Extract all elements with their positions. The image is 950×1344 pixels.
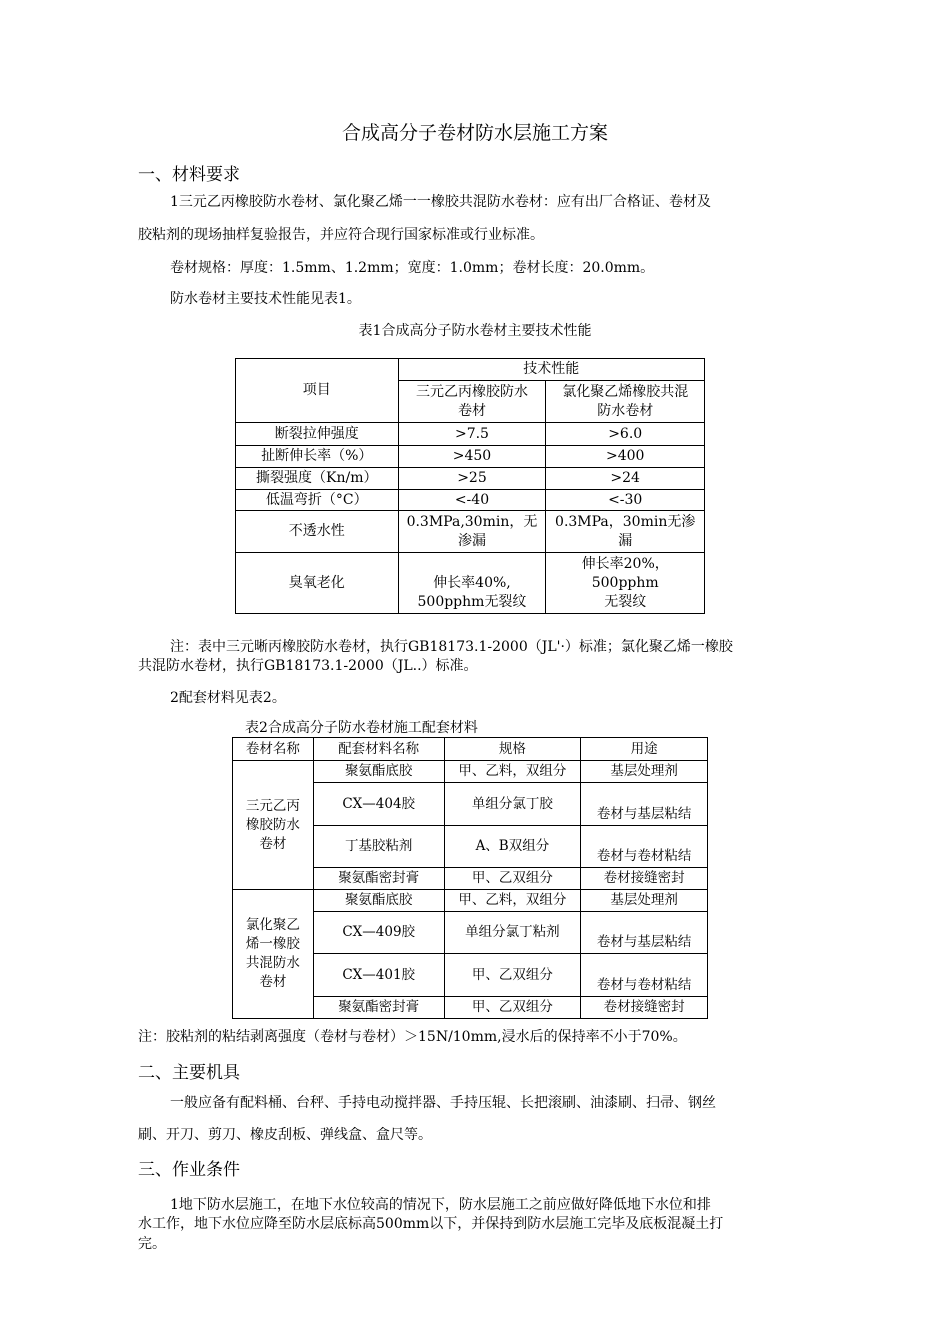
table-cell: >24 xyxy=(546,468,705,490)
table-cell: >7.5 xyxy=(398,423,546,446)
table-cell: 甲、乙双组分 xyxy=(444,954,581,997)
table-cell: 单组分氯丁胶 xyxy=(444,783,581,826)
table-cell: 伸长率20%， 500pphm 无裂纹 xyxy=(546,553,705,614)
table-cell: <-30 xyxy=(546,490,705,511)
table-cell: CX—404胶 xyxy=(313,783,444,826)
paragraph-ref-table2: 2配套材料见表2。 xyxy=(170,690,286,706)
table-cell: 聚氨酯底胶 xyxy=(313,890,444,912)
page-title: 合成高分子卷材防水层施工方案 xyxy=(341,122,608,144)
table-cell: CX—401胶 xyxy=(313,954,444,997)
table2-header: 用途 xyxy=(581,738,708,761)
table-cell: >6.0 xyxy=(546,423,705,446)
table2-group1-name: 三元乙丙 橡胶防水 卷材 xyxy=(233,761,314,890)
table-cell: >400 xyxy=(546,446,705,468)
table-cell: 卷材与卷材粘结 xyxy=(581,826,708,868)
table-cell: 低温弯折（°C） xyxy=(236,490,399,511)
table1-header-col2: 氯化聚乙烯橡胶共混 防水卷材 xyxy=(546,381,705,423)
table-cell: 甲、乙料，双组分 xyxy=(444,761,581,783)
table2-group2-name: 氯化聚乙 烯一橡胶 共混防水 卷材 xyxy=(233,890,314,1019)
paragraph-line: 1地下防水层施工，在地下水位较高的情况下，防水层施工之前应做好降低地下水位和排 xyxy=(170,1197,711,1213)
table-cell: A、B双组分 xyxy=(444,826,581,868)
table-cell: 单组分氯丁粘剂 xyxy=(444,912,581,954)
table-cell: 卷材与基层粘结 xyxy=(581,912,708,954)
table-row xyxy=(236,423,705,446)
paragraph-spec: 卷材规格：厚度：1.5mm、1.2mm；宽度：1.0mm；卷材长度：20.0mm。 xyxy=(170,260,655,276)
table2-caption: 表2合成高分子防水卷材施工配套材料 xyxy=(245,720,478,736)
table-cell: 不透水性 xyxy=(236,511,399,553)
section-heading-materials: 一、材料要求 xyxy=(138,165,240,185)
table-cell: >450 xyxy=(398,446,546,468)
table-cell: 基层处理剂 xyxy=(581,761,708,783)
table-row xyxy=(236,446,705,468)
table-cell: 伸长率40%, 500pphm无裂纹 xyxy=(398,553,546,614)
paragraph-line: 完。 xyxy=(138,1236,166,1252)
table-cell: 断裂拉伸强度 xyxy=(236,423,399,446)
paragraph-line: 胶粘剂的现场抽样复验报告，并应符合现行国家标准或行业标准。 xyxy=(138,227,544,243)
paragraph-line: 一般应备有配料桶、台秤、手持电动搅拌器、手持压辊、长把滚刷、油漆刷、扫帚、钢丝 xyxy=(170,1095,716,1111)
table-cell: 聚氨酯底胶 xyxy=(313,761,444,783)
paragraph-line: 水工作，地下水位应降至防水层底标高500mm以下，并保持到防水层施工完毕及底板混凝土打 xyxy=(138,1216,724,1232)
table-cell: 聚氨酯密封膏 xyxy=(313,868,444,890)
table-cell: 甲、乙双组分 xyxy=(444,997,581,1019)
table-cell: 卷材与卷材粘结 xyxy=(581,954,708,997)
table-cell: 甲、乙料，双组分 xyxy=(444,890,581,912)
table1-header-group: 技术性能 xyxy=(398,359,704,381)
table-row xyxy=(233,890,708,912)
table1-performance xyxy=(235,358,705,614)
table-row xyxy=(236,468,705,490)
table-cell: 卷材接缝密封 xyxy=(581,997,708,1019)
note-line: 注：表中三元晰丙橡胶防水卷材，执行GB18173.1-2000（JL'·）标准；氯化聚乙烯一橡胶 xyxy=(170,639,733,655)
paragraph-ref-table1: 防水卷材主要技术性能见表1。 xyxy=(170,291,361,307)
table-cell: 卷材接缝密封 xyxy=(581,868,708,890)
table-cell: >25 xyxy=(398,468,546,490)
paragraph-line: 1三元乙丙橡胶防水卷材、氯化聚乙烯一一橡胶共混防水卷材：应有出厂合格证、卷材及 xyxy=(170,194,711,210)
table1-header-col1: 三元乙丙橡胶防水 卷材 xyxy=(398,381,546,423)
table2-header: 卷材名称 xyxy=(233,738,314,761)
table-cell: 丁基胶粘剂 xyxy=(313,826,444,868)
section-heading-tools: 二、主要机具 xyxy=(138,1063,240,1083)
section-heading-conditions: 三、作业条件 xyxy=(138,1160,240,1180)
paragraph-line: 刷、开刀、剪刀、橡皮刮板、弹线盒、盒尺等。 xyxy=(138,1127,432,1143)
table-cell: 基层处理剂 xyxy=(581,890,708,912)
table-cell: 0.3MPa，30min无渗 漏 xyxy=(546,511,705,553)
table-cell: CX—409胶 xyxy=(313,912,444,954)
table-row xyxy=(236,553,705,614)
table2-header: 配套材料名称 xyxy=(313,738,444,761)
table-cell: 撕裂强度（Kn/m） xyxy=(236,468,399,490)
table-cell: 甲、乙双组分 xyxy=(444,868,581,890)
table2-header: 规格 xyxy=(444,738,581,761)
table1-header-item: 项目 xyxy=(236,359,399,423)
note-line: 共混防水卷材，执行GB18173.1-2000（JL..）标准。 xyxy=(138,658,478,674)
table-row xyxy=(236,511,705,553)
table-row xyxy=(236,490,705,511)
table-cell: 卷材与基层粘结 xyxy=(581,783,708,826)
table-cell: 0.3MPa,30min，无 渗漏 xyxy=(398,511,546,553)
table-row xyxy=(233,761,708,783)
note-adhesive: 注：胶粘剂的粘结剥离强度（卷材与卷材）＞15N/10mm,浸水后的保持率不小于70%。 xyxy=(138,1029,687,1045)
table-cell: 扯断伸长率（%） xyxy=(236,446,399,468)
table2-materials xyxy=(232,737,708,1019)
table-cell: <-40 xyxy=(398,490,546,511)
table-cell: 臭氧老化 xyxy=(236,553,399,614)
table-cell: 聚氨酯密封膏 xyxy=(313,997,444,1019)
table1-caption: 表1合成高分子防水卷材主要技术性能 xyxy=(358,323,592,339)
